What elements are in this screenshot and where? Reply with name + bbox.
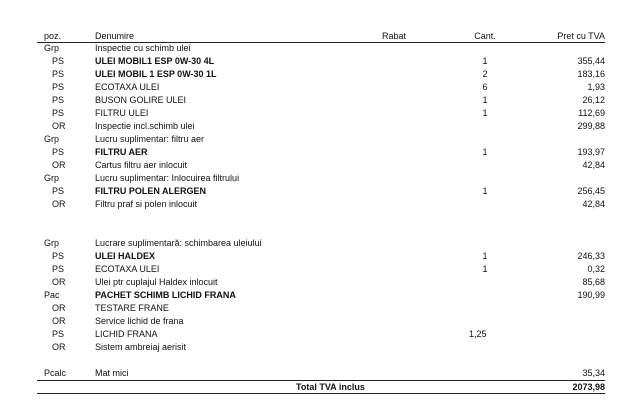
row-denumire: Mat mici [95,368,129,378]
header-rabat: Rabat [382,31,407,41]
table-row [0,198,640,210]
row-poz: PS [52,329,65,339]
row-denumire: Inspectie incl.schimb ulei [95,121,195,131]
row-pret: 246,33 [577,251,605,261]
row-denumire: Service lichid de frana [95,316,184,326]
row-cant: 1,25 [469,329,487,339]
row-pret: 183,16 [577,69,605,79]
row-cant: 1 [482,251,488,261]
total-value: 2073,98 [572,382,605,392]
table-row [0,172,640,184]
row-poz: Pac [44,290,60,300]
row-poz: PS [52,56,65,66]
row-pret: 190,99 [577,290,605,300]
row-poz: PS [52,82,65,92]
table-row [0,341,640,353]
row-pret: 256,45 [577,186,605,196]
row-denumire: FILTRU AER [95,147,148,157]
row-denumire: BUSON GOLIRE ULEI [95,95,187,105]
table-row [0,315,640,327]
row-poz: OR [52,316,66,326]
row-denumire: Lucru suplimentar: filtru aer [95,134,205,144]
row-poz: Grp [44,173,60,183]
row-poz: OR [52,277,66,287]
row-pret: 112,69 [578,108,605,118]
row-poz: Grp [44,134,60,144]
row-poz: OR [52,160,66,170]
table-row [0,146,640,158]
row-poz: PS [52,264,65,274]
row-pret: 193,97 [577,147,605,157]
header-cant: Cant. [474,31,496,41]
total-row [0,381,640,393]
row-denumire: Filtru praf si polen inlocuit [95,199,198,209]
row-denumire: Lucru suplimentar: Inlocuirea filtrului [95,173,240,183]
table-row [0,250,640,262]
row-poz: OR [52,342,66,352]
total-bottom-divider [37,393,605,394]
table-row [0,328,640,340]
row-pret: 35,34 [582,368,605,378]
row-denumire: ULEI HALDEX [95,251,156,261]
row-poz: Pcalc [44,368,67,378]
table-row [0,94,640,106]
row-pret: 355,44 [577,56,605,66]
row-poz: OR [52,303,66,313]
row-cant: 1 [482,186,488,196]
row-denumire: Cartus filtru aer inlocuit [95,160,188,170]
table-row [0,237,640,249]
row-poz: PS [52,186,65,196]
row-pret: 0,32 [587,264,605,274]
table-row [0,42,640,54]
table-row [0,263,640,275]
table-row [0,289,640,301]
row-denumire: FILTRU ULEI [95,108,149,118]
row-poz: Grp [44,238,60,248]
table-row [0,107,640,119]
row-pret: 42,84 [582,160,605,170]
row-pret: 1,93 [587,82,605,92]
row-poz: PS [52,95,65,105]
row-denumire: ULEI MOBIL1 ESP 0W-30 4L [95,56,215,66]
row-denumire: LICHID FRANA [95,329,158,339]
header-pret: Pret cu TVA [557,31,605,41]
row-poz: OR [52,199,66,209]
table-row [0,133,640,145]
row-denumire: ECOTAXA ULEI [95,264,160,274]
row-denumire: TESTARE FRANE [95,303,169,313]
row-denumire: FILTRU POLEN ALERGEN [95,186,206,196]
table-row [0,367,640,379]
row-poz: OR [52,121,66,131]
row-cant: 1 [482,147,488,157]
row-cant: 1 [482,95,488,105]
table-row [0,55,640,67]
table-row [0,120,640,132]
row-denumire: PACHET SCHIMB LICHID FRANA [95,290,236,300]
table-row [0,159,640,171]
row-poz: PS [52,251,65,261]
table-row [0,81,640,93]
header-poz: poz. [44,31,62,41]
row-poz: PS [52,69,65,79]
table-row [0,68,640,80]
total-label: Total TVA inclus [296,382,365,392]
row-pret: 26,12 [582,95,605,105]
header-denumire: Denumire [95,31,135,41]
row-cant: 2 [482,69,488,79]
row-denumire: Lucrare suplimentară: schimbarea uleiului [95,238,262,248]
row-poz: PS [52,108,65,118]
row-denumire: Inspectie cu schimb ulei [95,43,191,53]
row-denumire: Ulei ptr cuplajul Haldex inlocuit [95,277,218,287]
row-poz: Grp [44,43,60,53]
table-row [0,276,640,288]
row-cant: 1 [482,108,488,118]
table-row [0,185,640,197]
row-poz: PS [52,147,65,157]
row-pret: 299,88 [577,121,605,131]
row-denumire: ECOTAXA ULEI [95,82,160,92]
row-denumire: ULEI MOBIL 1 ESP 0W-30 1L [95,69,217,79]
row-denumire: Sistem ambreiaj aerisit [95,342,187,352]
row-pret: 42,84 [582,199,605,209]
row-cant: 6 [482,82,488,92]
table-header [0,30,640,42]
row-cant: 1 [482,264,488,274]
row-pret: 85,68 [582,277,605,287]
row-cant: 1 [482,56,488,66]
table-row [0,302,640,314]
